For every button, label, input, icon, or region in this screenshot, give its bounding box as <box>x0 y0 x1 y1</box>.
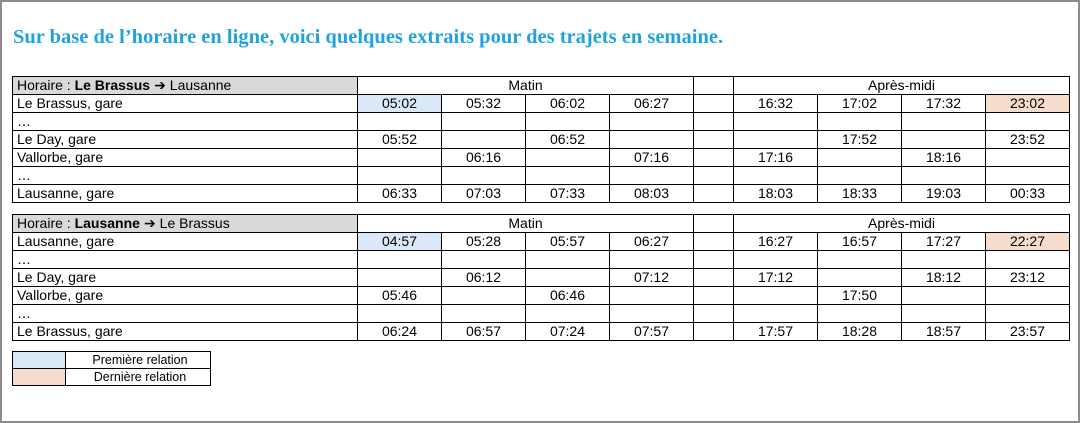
legend-row-first <box>13 352 211 369</box>
time-cell: 23:02 <box>986 95 1070 113</box>
time-cell: 00:33 <box>986 185 1070 203</box>
time-cell: 07:57 <box>610 323 694 341</box>
time-cell <box>526 149 610 167</box>
time-cell <box>610 113 694 131</box>
time-cell <box>902 131 986 149</box>
page-title: Sur base de l’horaire en ligne, voici quelques extraits pour des trajets en semaine. <box>13 26 724 48</box>
legend <box>12 351 211 386</box>
spacer-cell <box>694 113 734 131</box>
header-to: Le Brassus <box>159 215 230 231</box>
stop-name: … <box>13 167 358 185</box>
time-cell: 06:57 <box>442 323 526 341</box>
timetable-header-row <box>13 77 1070 95</box>
time-cell <box>986 113 1070 131</box>
time-cell: 17:16 <box>734 149 818 167</box>
time-cell <box>734 131 818 149</box>
stop-name: Lausanne, gare <box>13 185 358 203</box>
spacer-cell <box>694 95 734 113</box>
time-cell: 22:27 <box>986 233 1070 251</box>
header-to: Lausanne <box>169 77 232 93</box>
time-cell: 05:02 <box>358 95 442 113</box>
time-cell <box>526 251 610 269</box>
time-cell: 06:16 <box>442 149 526 167</box>
stop-name: Vallorbe, gare <box>13 287 358 305</box>
table-row <box>13 233 1070 251</box>
time-cell <box>610 287 694 305</box>
time-cell: 23:57 <box>986 323 1070 341</box>
time-cell <box>818 113 902 131</box>
stop-name: Le Day, gare <box>13 269 358 287</box>
header-prefix: Horaire : <box>17 77 75 93</box>
time-cell: 18:12 <box>902 269 986 287</box>
time-cell <box>902 113 986 131</box>
stop-name: … <box>13 305 358 323</box>
table-row <box>13 149 1070 167</box>
timetable-brassus-lausanne <box>12 76 1070 203</box>
timetable-header-row <box>13 215 1070 233</box>
group-afternoon: Après-midi <box>734 77 1070 95</box>
time-cell <box>818 269 902 287</box>
time-cell <box>526 167 610 185</box>
legend-swatch-first <box>13 352 66 369</box>
legend-swatch-last <box>13 369 66 386</box>
header-from: Le Brassus <box>74 77 151 93</box>
table-row <box>13 131 1070 149</box>
spacer-cell <box>694 185 734 203</box>
spacer-cell <box>694 149 734 167</box>
time-cell <box>442 167 526 185</box>
spacer-cell <box>694 251 734 269</box>
spacer-cell <box>694 215 734 233</box>
table-row <box>13 323 1070 341</box>
spacer-cell <box>694 167 734 185</box>
time-cell <box>818 305 902 323</box>
arrow-right-icon: ➔ <box>154 77 166 93</box>
time-cell <box>818 149 902 167</box>
time-cell <box>526 113 610 131</box>
time-cell <box>610 251 694 269</box>
time-cell <box>818 251 902 269</box>
time-cell: 16:27 <box>734 233 818 251</box>
time-cell: 17:32 <box>902 95 986 113</box>
spacer-cell <box>694 305 734 323</box>
time-cell: 16:57 <box>818 233 902 251</box>
time-cell: 06:27 <box>610 233 694 251</box>
time-cell <box>358 251 442 269</box>
stop-name: … <box>13 251 358 269</box>
time-cell <box>442 305 526 323</box>
group-morning: Matin <box>358 215 694 233</box>
time-cell <box>358 113 442 131</box>
time-cell: 06:46 <box>526 287 610 305</box>
time-cell: 17:27 <box>902 233 986 251</box>
time-cell: 05:32 <box>442 95 526 113</box>
time-cell <box>610 305 694 323</box>
group-afternoon: Après-midi <box>734 215 1070 233</box>
header-from: Lausanne <box>74 215 140 231</box>
time-cell: 17:50 <box>818 287 902 305</box>
time-cell: 06:27 <box>610 95 694 113</box>
time-cell: 05:52 <box>358 131 442 149</box>
time-cell: 17:57 <box>734 323 818 341</box>
time-cell: 04:57 <box>358 233 442 251</box>
table-row <box>13 185 1070 203</box>
timetable-header <box>13 77 358 95</box>
time-cell: 07:24 <box>526 323 610 341</box>
table-row <box>13 287 1070 305</box>
stop-name: Le Brassus, gare <box>13 95 358 113</box>
table-row <box>13 167 1070 185</box>
time-cell <box>442 287 526 305</box>
spacer-cell <box>694 287 734 305</box>
time-cell: 17:52 <box>818 131 902 149</box>
time-cell: 16:32 <box>734 95 818 113</box>
timetable-lausanne-brassus <box>12 214 1070 341</box>
time-cell: 05:46 <box>358 287 442 305</box>
time-cell <box>902 287 986 305</box>
time-cell <box>986 149 1070 167</box>
time-cell <box>734 305 818 323</box>
time-cell: 17:02 <box>818 95 902 113</box>
time-cell: 05:57 <box>526 233 610 251</box>
time-cell <box>902 251 986 269</box>
table-row <box>13 251 1070 269</box>
arrow-right-icon: ➔ <box>143 215 156 231</box>
time-cell <box>358 269 442 287</box>
table-row <box>13 269 1070 287</box>
time-cell <box>986 287 1070 305</box>
header-prefix: Horaire : <box>17 215 75 231</box>
time-cell: 18:03 <box>734 185 818 203</box>
time-cell: 19:03 <box>902 185 986 203</box>
time-cell <box>358 149 442 167</box>
spacer-cell <box>694 233 734 251</box>
time-cell <box>610 131 694 149</box>
time-cell <box>442 251 526 269</box>
spacer-cell <box>694 131 734 149</box>
time-cell <box>986 251 1070 269</box>
time-cell: 07:03 <box>442 185 526 203</box>
time-cell: 06:02 <box>526 95 610 113</box>
time-cell: 18:57 <box>902 323 986 341</box>
time-cell: 17:12 <box>734 269 818 287</box>
group-morning: Matin <box>358 77 694 95</box>
time-cell: 05:28 <box>442 233 526 251</box>
legend-row-last <box>13 369 211 386</box>
time-cell <box>902 305 986 323</box>
spacer-cell <box>694 77 734 95</box>
time-cell: 08:03 <box>610 185 694 203</box>
legend-label-last: Dernière relation <box>66 369 211 386</box>
time-cell <box>734 113 818 131</box>
time-cell: 18:16 <box>902 149 986 167</box>
time-cell: 06:33 <box>358 185 442 203</box>
time-cell: 07:33 <box>526 185 610 203</box>
time-cell: 18:33 <box>818 185 902 203</box>
table-row <box>13 95 1070 113</box>
timetable-header <box>13 215 358 233</box>
time-cell <box>526 305 610 323</box>
time-cell <box>986 167 1070 185</box>
time-cell <box>734 287 818 305</box>
time-cell: 23:12 <box>986 269 1070 287</box>
table-row <box>13 113 1070 131</box>
time-cell: 06:24 <box>358 323 442 341</box>
legend-label-first: Première relation <box>66 352 211 369</box>
stop-name: Vallorbe, gare <box>13 149 358 167</box>
time-cell <box>734 251 818 269</box>
time-cell: 07:16 <box>610 149 694 167</box>
time-cell: 18:28 <box>818 323 902 341</box>
time-cell: 07:12 <box>610 269 694 287</box>
time-cell: 06:12 <box>442 269 526 287</box>
time-cell <box>442 113 526 131</box>
time-cell <box>610 167 694 185</box>
time-cell <box>442 131 526 149</box>
time-cell <box>734 167 818 185</box>
time-cell <box>358 167 442 185</box>
spacer-cell <box>694 323 734 341</box>
time-cell: 06:52 <box>526 131 610 149</box>
time-cell: 23:52 <box>986 131 1070 149</box>
stop-name: … <box>13 113 358 131</box>
time-cell <box>358 305 442 323</box>
time-cell <box>526 269 610 287</box>
stop-name: Le Brassus, gare <box>13 323 358 341</box>
spacer-cell <box>694 269 734 287</box>
time-cell <box>902 167 986 185</box>
stop-name: Lausanne, gare <box>13 233 358 251</box>
time-cell <box>818 167 902 185</box>
time-cell <box>986 305 1070 323</box>
table-row <box>13 305 1070 323</box>
stop-name: Le Day, gare <box>13 131 358 149</box>
